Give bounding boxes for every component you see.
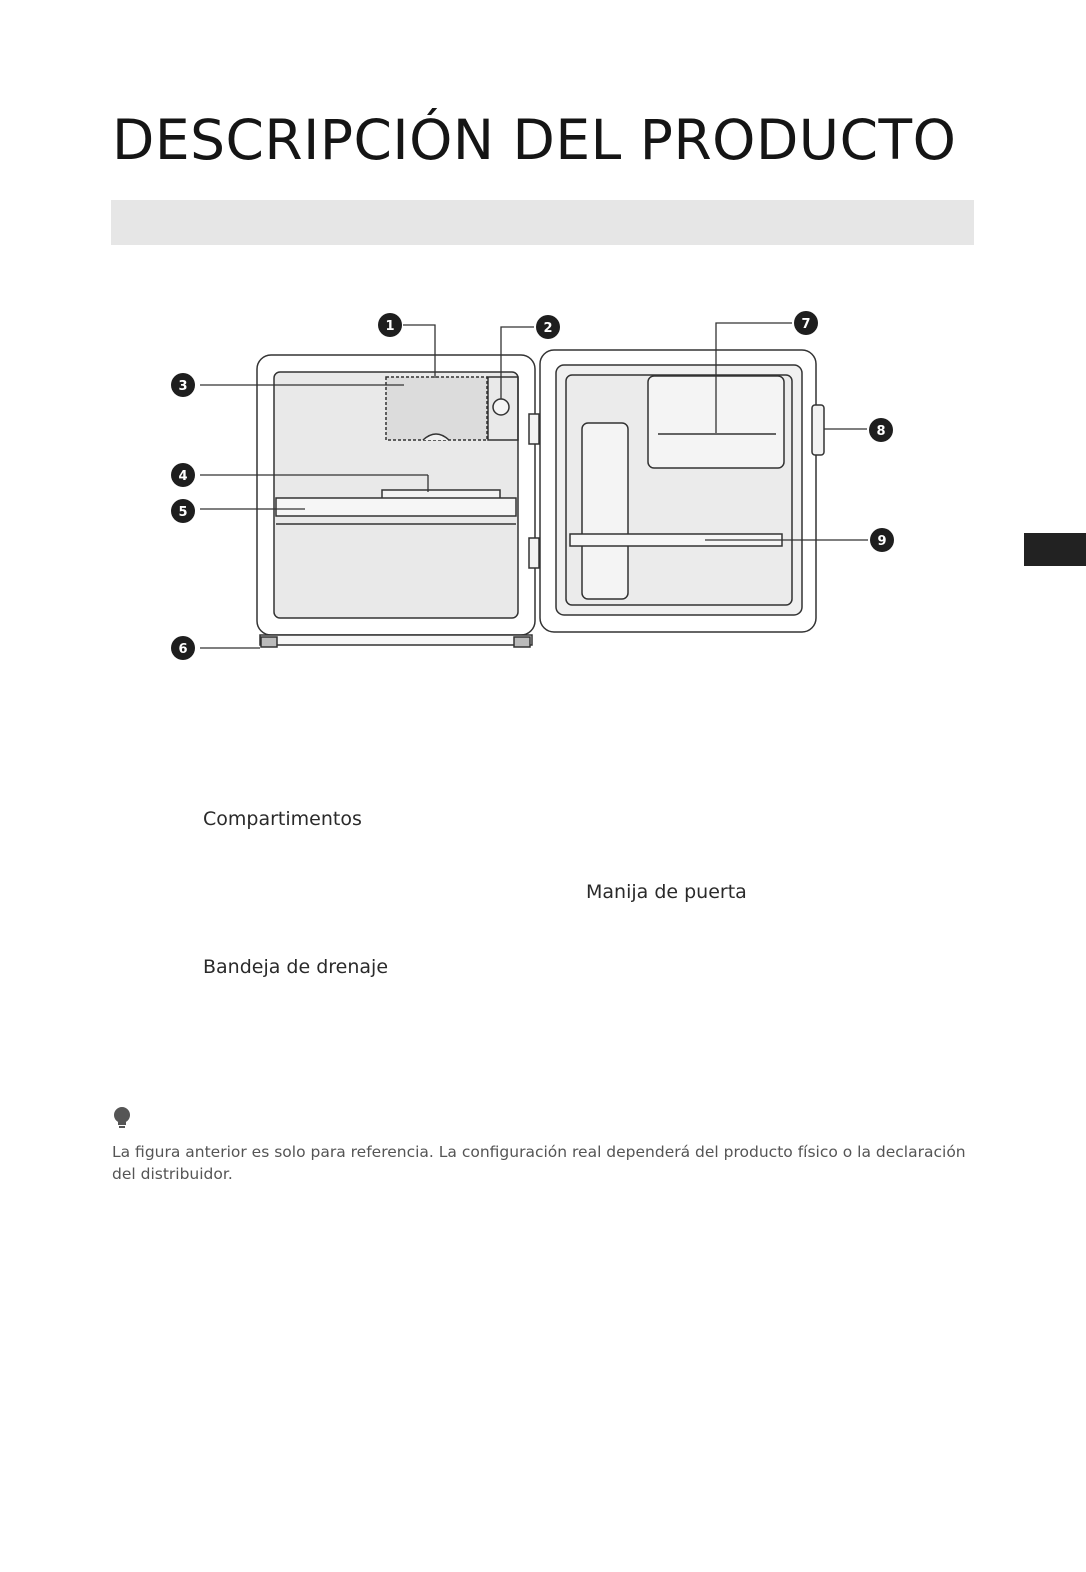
page-title: DESCRIPCIÓN DEL PRODUCTO [112,108,957,172]
callout-7 [794,311,818,335]
reference-note: La figura anterior es solo para referencia. La configuración real dependerá del producto físico o la declaración del distribuidor. [112,1143,966,1183]
callout-9 [870,528,894,552]
control-panel [386,377,487,440]
hinge-top [529,414,539,444]
svg-text:3: 3 [178,379,188,394]
callout-5 [171,499,195,523]
svg-text:6: 6 [178,642,188,657]
foot-right [514,637,530,647]
language-tab-marker [1024,533,1086,566]
svg-text:7: 7 [801,317,811,332]
callout-6 [171,636,195,660]
thermostat-knob [493,399,509,415]
door-handle [812,405,824,455]
svg-text:1: 1 [385,319,395,334]
foot-left [261,637,277,647]
svg-text:9: 9 [877,534,887,549]
svg-text:2: 2 [543,321,553,336]
fridge-base [260,635,532,645]
callout-1 [378,313,402,337]
lightbulb-icon [112,1106,132,1130]
callout-2 [536,315,560,339]
shelf [276,498,516,516]
bottle-holder [582,423,628,599]
svg-text:5: 5 [178,505,188,520]
callout-4 [171,463,195,487]
legend-compartimentos: Compartimentos [203,808,362,830]
legend-manija-de-puerta: Manija de puerta [586,881,747,903]
hinge-bottom [529,538,539,568]
legend-bandeja-de-drenaje: Bandeja de drenaje [203,956,389,978]
callout-8 [869,418,893,442]
svg-text:8: 8 [876,424,886,439]
fridge-diagram [0,0,1086,700]
callout-3 [171,373,195,397]
svg-text:4: 4 [178,469,188,484]
